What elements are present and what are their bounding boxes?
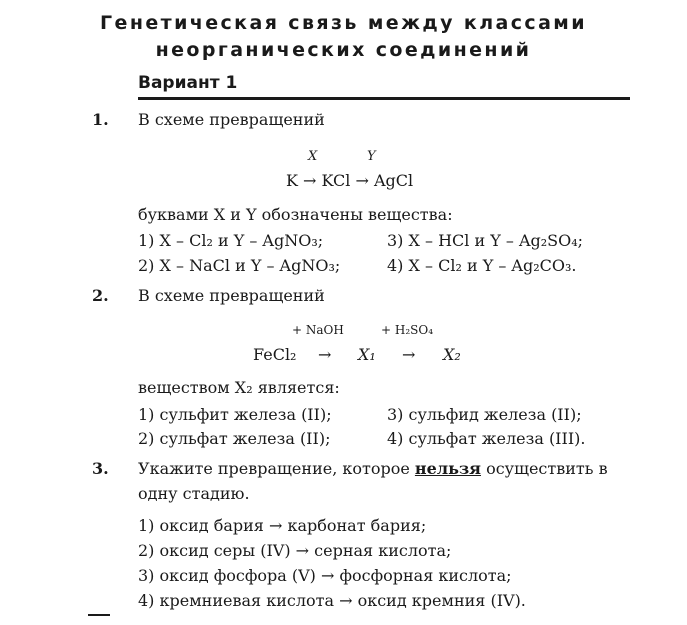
option-text: кремниевая кислота → оксид кремния (IV). [159, 591, 526, 610]
option-number: 2) [138, 541, 155, 560]
q1-option-3 [387, 230, 583, 252]
question-2-text: В схеме превращений [138, 286, 325, 305]
option-text: сульфит железа (II); [159, 405, 332, 424]
q2-scheme-mid: X₁ [358, 345, 376, 364]
q1-scheme-label-y: Y [367, 149, 376, 164]
option-text: сульфат железа (III). [408, 429, 586, 448]
option-text: X – NaCl и Y – AgNO₃; [159, 256, 341, 275]
q2-reagent-1: + NaOH [292, 323, 344, 337]
q2-scheme-arrow-1: → [318, 345, 332, 364]
q1-option-4 [387, 255, 577, 277]
option-text: сульфид железа (II); [408, 405, 582, 424]
option-number: 4) [387, 256, 404, 275]
option-number: 1) [138, 516, 155, 535]
question-1-text: В схеме превращений [138, 110, 325, 129]
option-text: оксид серы (IV) → серная кислота; [159, 541, 452, 560]
option-number: 1) [138, 405, 155, 424]
q2-option-1 [138, 404, 332, 426]
q1-scheme-label-x: X [308, 149, 318, 164]
q2-scheme-arrow-2: → [402, 345, 416, 364]
option-number: 1) [138, 231, 155, 250]
q1-scheme-equation: K → KCl → AgCl [286, 171, 414, 190]
option-number: 3) [138, 566, 155, 585]
question-3-text-line-2: одну стадию. [138, 484, 250, 503]
option-number: 3) [387, 405, 404, 424]
q3-text-after: осуществить в [486, 459, 608, 478]
q1-option-2 [138, 255, 340, 277]
option-text: сульфат железа (II); [159, 429, 331, 448]
option-text: X – Cl₂ и Y – Ag₂CO₃. [408, 256, 577, 275]
question-1-prompt: буквами X и Y обозначены вещества: [138, 205, 453, 224]
q3-emphasis: нельзя [414, 459, 481, 478]
question-2-prompt: веществом X₂ является: [138, 378, 340, 397]
q3-option-1 [138, 515, 426, 537]
option-number: 3) [387, 231, 404, 250]
q2-option-3 [387, 404, 582, 426]
option-text: оксид бария → карбонат бария; [159, 516, 427, 535]
q2-scheme-end: X₂ [443, 345, 461, 364]
option-number: 4) [387, 429, 404, 448]
q2-reagent-2: + H₂SO₄ [381, 323, 434, 337]
option-number: 4) [138, 591, 155, 610]
q3-option-2 [138, 540, 451, 562]
question-3-number: 3. [92, 459, 109, 478]
page-title-line-2: неорганических соединений [155, 39, 532, 61]
q3-option-4 [138, 590, 526, 612]
q3-text-before: Укажите превращение, которое [138, 459, 410, 478]
q2-option-4 [387, 428, 585, 450]
q1-option-1 [138, 230, 323, 252]
variant-heading: Вариант 1 [138, 73, 238, 93]
page-corner-mark [88, 614, 110, 616]
question-1-number: 1. [92, 110, 109, 129]
q3-option-3 [138, 565, 512, 587]
option-text: оксид фосфора (V) → фосфорная кислота; [159, 566, 512, 585]
option-number: 2) [138, 429, 155, 448]
option-text: X – Cl₂ и Y – AgNO₃; [159, 231, 324, 250]
option-text: X – HCl и Y – Ag₂SO₄; [408, 231, 584, 250]
q2-option-2 [138, 428, 330, 450]
option-number: 2) [138, 256, 155, 275]
page-title-line-1: Генетическая связь между классами [100, 12, 587, 34]
q2-scheme-start: FeCl₂ [253, 345, 297, 364]
heading-rule [138, 97, 630, 100]
question-2-number: 2. [92, 286, 109, 305]
question-3-text [138, 458, 608, 480]
